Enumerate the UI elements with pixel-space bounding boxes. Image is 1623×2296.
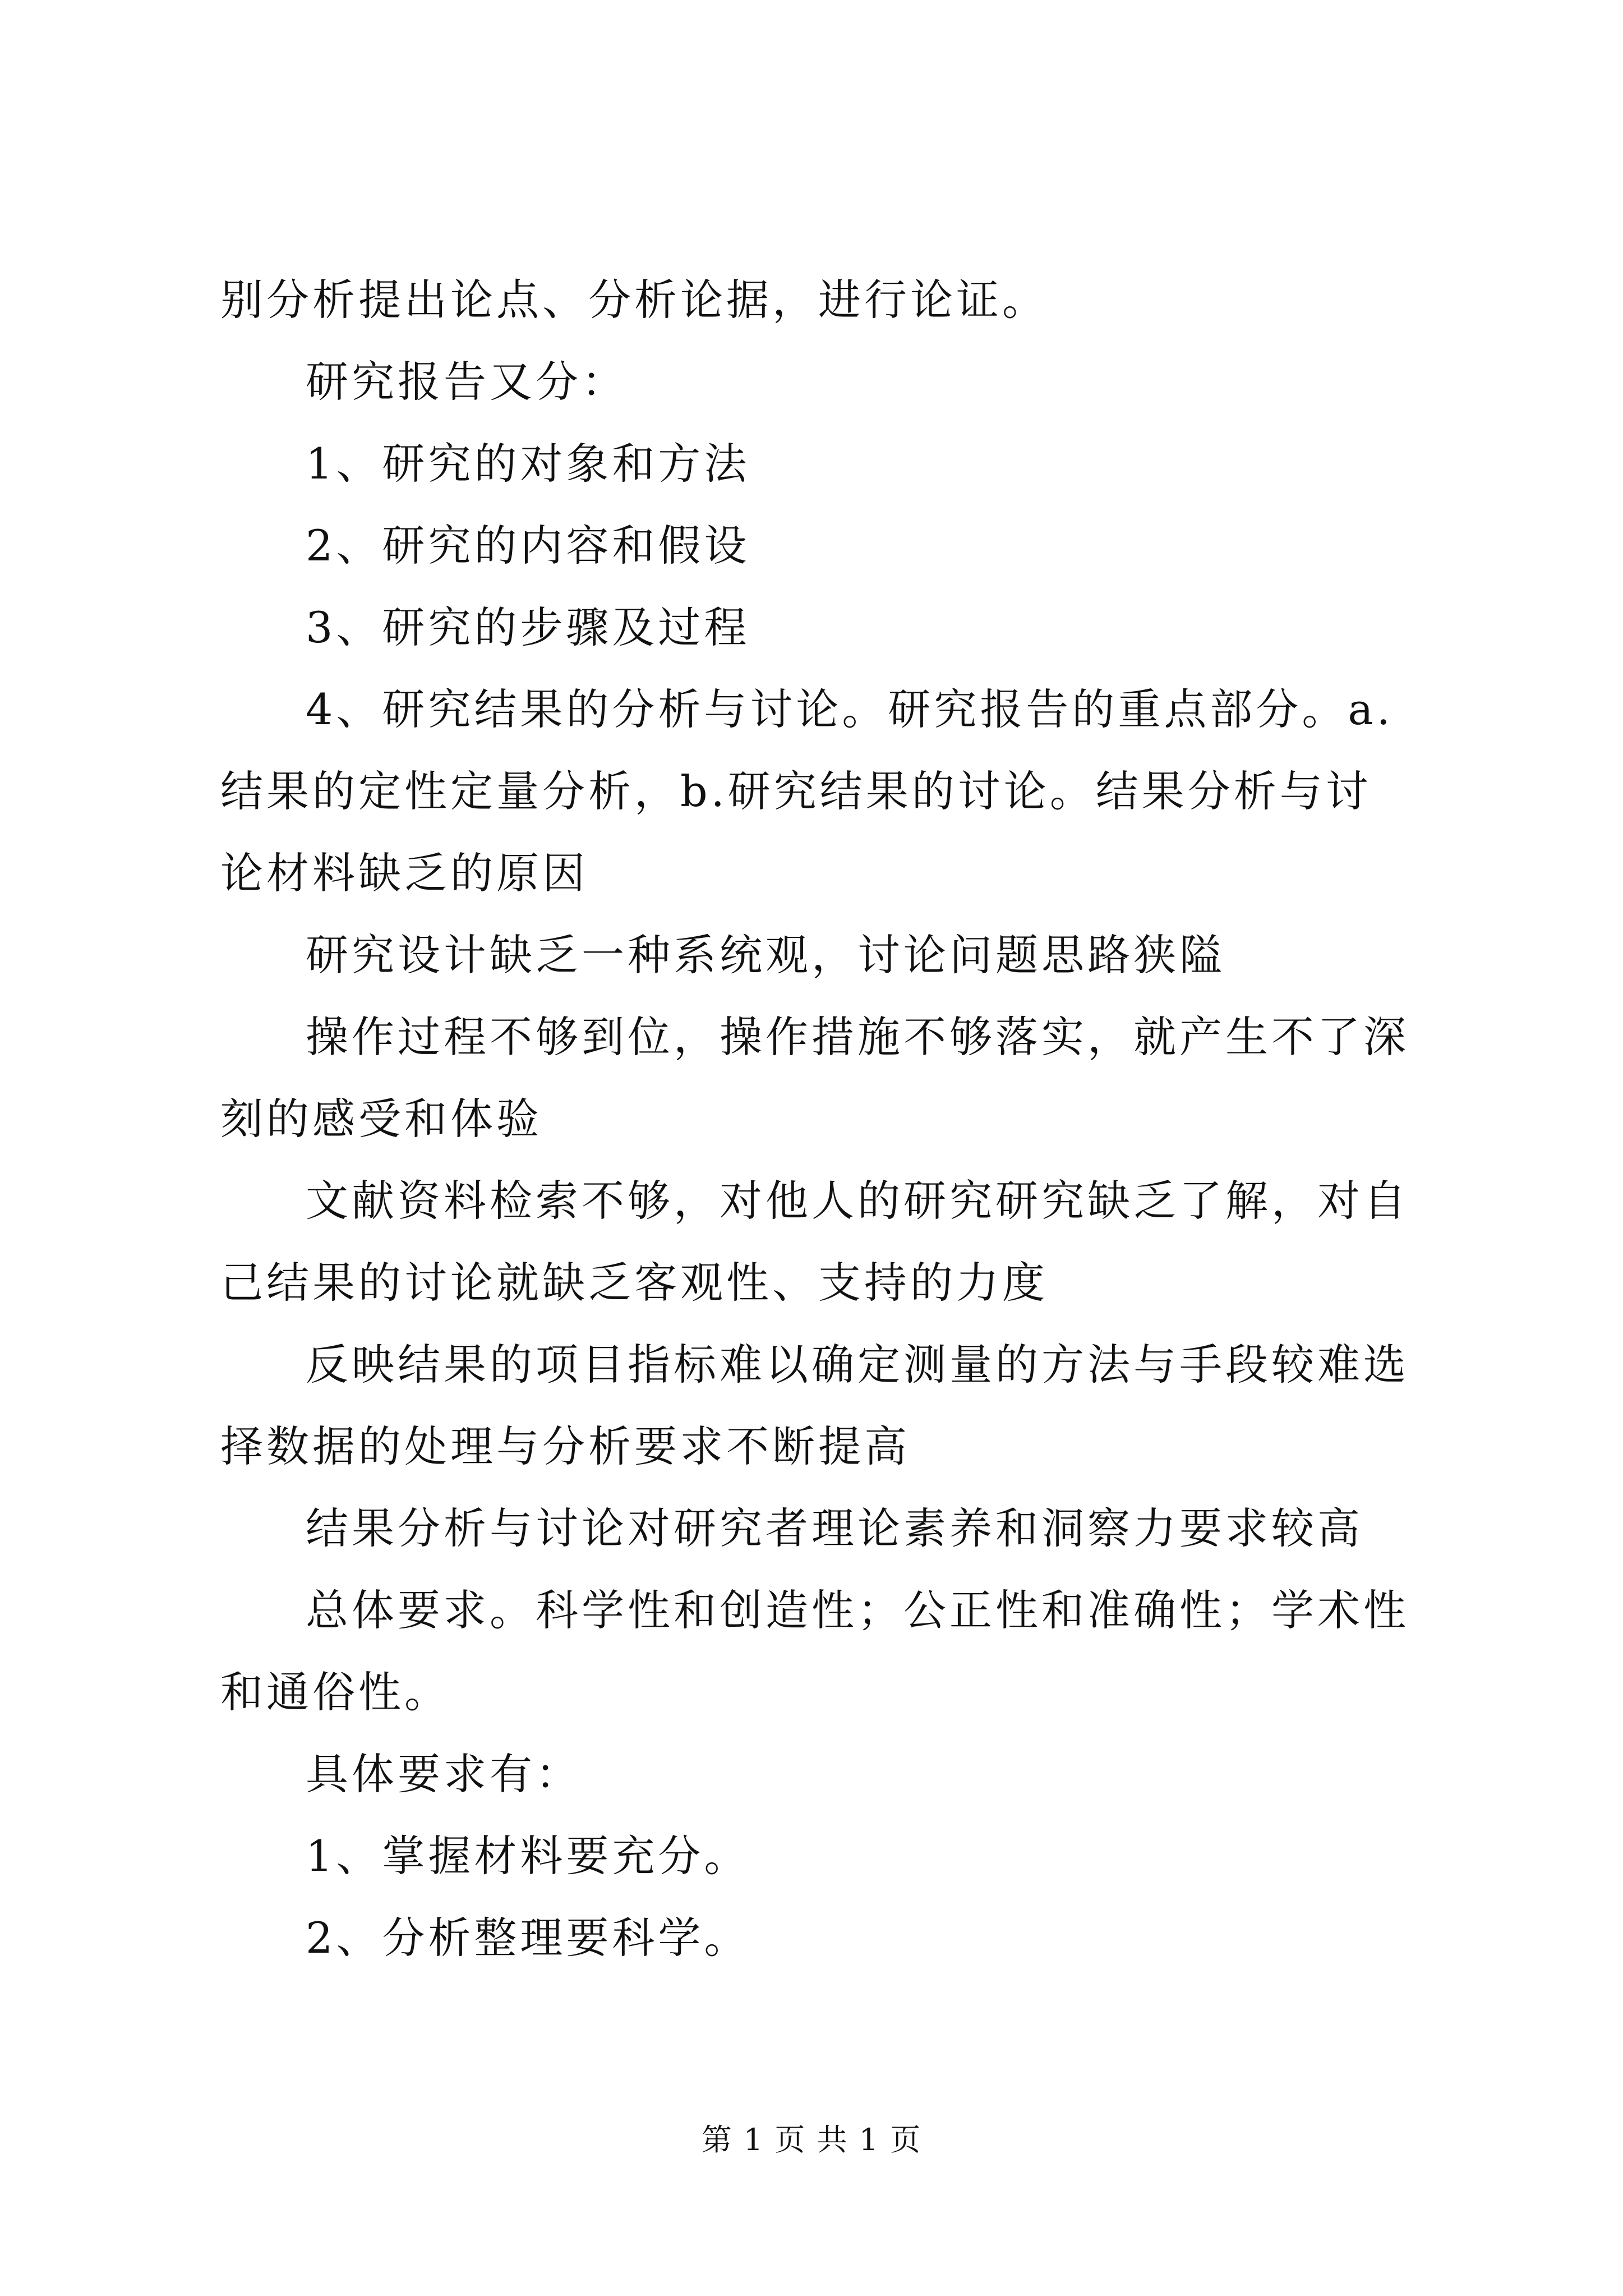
paragraph: 具体要求有： [306,1749,582,1799]
list-item: 2、分析整理要科学。 [306,1913,750,1963]
paragraph: 文献资料检索不够，对他人的研究研究缺乏了解，对自己结果的讨论就缺乏客观性、支持的力度 [220,1176,1409,1308]
page-footer: 第 1 页 共 1 页 [701,2122,922,2157]
paragraph: 研究报告又分： [306,357,628,407]
list-item: 1、研究的对象和方法 [306,439,750,489]
paragraph: 结果分析与讨论对研究者理论素养和洞察力要求较高 [306,1503,1363,1553]
paragraph: 别分析提出论点、分析论据，进行论证。 [220,275,1048,325]
list-item: 4、研究结果的分析与讨论。研究报告的重点部分。a.结果的定性定量分析，b.研究结果的讨论。结果分析与讨论材料缺乏的原因 [220,684,1394,898]
list-item: 2、研究的内容和假设 [306,521,750,570]
list-item: 1、掌握材料要充分。 [306,1831,750,1881]
paragraph: 研究设计缺乏一种系统观，讨论问题思路狭隘 [306,930,1225,980]
paragraph: 反映结果的项目指标难以确定测量的方法与手段较难选择数据的处理与分析要求不断提高 [220,1340,1409,1471]
list-item: 3、研究的步骤及过程 [306,602,750,652]
paragraph: 总体要求。科学性和创造性；公正性和准确性；学术性和通俗性。 [220,1585,1409,1717]
document-body [220,259,1415,1979]
paragraph: 操作过程不够到位，操作措施不够落实，就产生不了深刻的感受和体验 [220,1012,1409,1144]
